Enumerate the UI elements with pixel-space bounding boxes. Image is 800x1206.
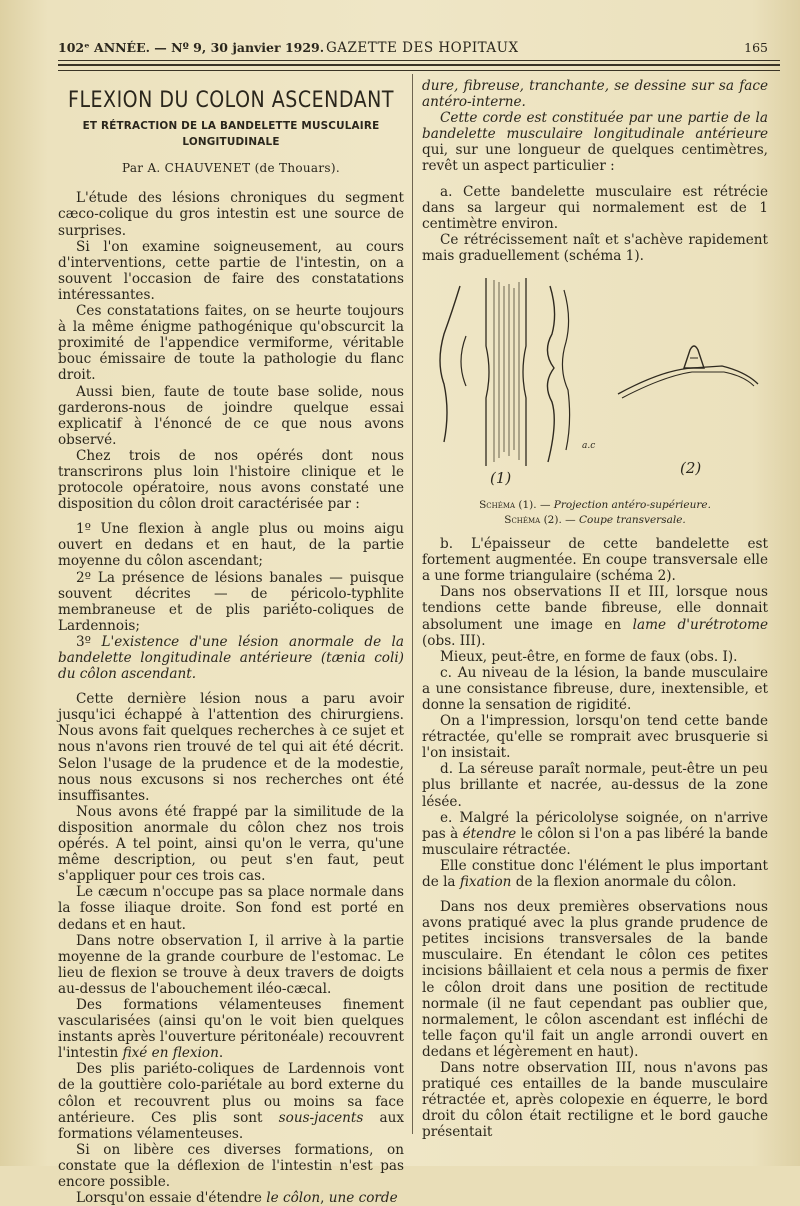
last-sep: , [320,1190,329,1206]
list-point-1: 1º Une flexion à angle plus ou moins aigu ouvert en dedans et en haut, de la partie moyenne du côlon ascendant; [58,521,404,570]
caption-1-label: Schéma [479,499,516,512]
point-a: a. Cette bandelette musculaire est rétrécie dans sa largeur qui normalement est de 1 centimètre environ. [422,183,768,232]
caption-2-num: (2). — [540,514,579,527]
paragraph [422,110,768,174]
cord-italic: Cette corde est constituée par une partie de la bandelette musculaire longitudinale antérieure [422,110,768,143]
fig-small-mark: a.c [582,441,596,452]
point-b: b. L'épaisseur de cette bandelette est fortement augmentée. En coupe transversale elle a une forme triangulaire (schéma 2). [422,536,768,585]
caption-1-num: (1). — [515,499,554,512]
continuation [422,78,768,110]
band-left-edge [486,278,489,466]
article-subtitle: ET RÉTRACTION DE LA BANDELETTE MUSCULAIRE LONGITUDINALE [82,120,380,149]
paragraph: Dans nos deux premières observations nous avons pratiqué avec la plus grande prudence de petites incisions transversales de la bande musculaire. En étendant le côlon ces petites incisions bâillaient et cela nous a permis de fixer le côlon droit dans une position de rectitude normale (il ne faut cependant pas oublier que, normalement, le côlon ascendant est infléchi de telle façon qu'il fait un angle arrondi ouvert en dedans et légèrement en haut). [422,899,768,1060]
obs-end: (obs. III). [422,632,486,649]
last-italic-a: le côlon [266,1190,321,1206]
schema-figure [422,272,768,494]
issue-line: 102ᵉ ANNÉE. — Nº 9, 30 janvier 1929. [58,40,325,55]
list-point-3-prefix: 3º [76,633,102,650]
paragraph: Ce rétrécissement naît et s'achève rapidement mais graduellement (schéma 1). [422,231,768,264]
figure-label-2: (2) [680,459,702,478]
plis-text: Des plis pariéto-coliques de Lardennois vont de la gouttière colo-pariétale au bord externe du côlon et recouvrent plus ou moins sa face antérieure. Ces plis sont [58,1061,404,1126]
paragraph: Cette dernière lésion nous a paru avoir jusqu'ici échappé à l'attention des chirurgiens. Nous avons fait quelques recherches à ce sujet et nous n'avons rien trouvé de tel qui ait été décrit. Selon l'usage de la prudence et de la modestie, nous nous excusons si nos recherches ont été insuffisantes. [58,691,404,804]
band-right-edge [523,278,526,466]
veils-italic: fixé en flexion [122,1045,219,1062]
paragraph: Nous avons été frappé par la similitude de la disposition anormale du côlon chez nos trois opérés. A tel point, ainsi qu'on le verra, qu'une même description, ou peut s'en faut, peut s'appliquer pour ces trois cas. [58,803,404,885]
paragraph: Mieux, peut-être, en forme de faux (obs. I). [440,648,738,665]
last-text: Lorsqu'on essaie d'étendre [76,1190,267,1206]
plis-end: aux formations vélamenteuses. [58,1109,404,1142]
article-author: Par A. CHAUVENET (de Thouars). [122,161,340,176]
caption-1-text: Projection antéro-supérieure. [553,499,711,512]
colon-left-outline [440,286,460,442]
paragraph [422,858,768,890]
paragraph: Le cæcum n'occupe pas sa place normale dans la fosse iliaque droite. Son fond est porté en dedans et en haut. [58,884,404,933]
figure-label-1: (1) [490,469,512,488]
cut-triangle [684,346,704,368]
caption-1 [422,498,768,513]
continuation-italic: dure, fibreuse, tranchante, se dessine sur sa face antéro-interne. [422,78,768,111]
left-column [58,78,404,1206]
paragraph: Aussi bien, faute de toute base solide, nous garderons-nous de joindre quelque essai explicatif à l'énoncé de ce que nous avons observé. [58,383,404,448]
e-italic: étendre [462,825,517,842]
paragraph: Ces constatations faites, on se heurte toujours à la même énigme pathogénique qu'obscurcit la proximité de l'appendice vermiforme, véritable bouc émissaire de toute la pathologie du flanc droit. [58,303,404,384]
point-e [422,810,768,858]
paragraph: Si l'on examine soigneusement, au cours d'interventions, cette partie de l'intestin, on a souvent l'occasion de faire des constatations intéressantes. [58,238,404,303]
caption-2 [422,513,768,528]
header-rule-thick [58,64,780,66]
paragraph: Si on libère ces diverses formations, on constate que la déflexion de l'intestin n'est pas encore possible. [58,1141,404,1190]
figure-caption [422,498,768,528]
list-point-3 [58,634,404,682]
elle-text: Elle constitue donc l'élément le plus important de la [422,857,768,890]
caption-2-text: Coupe transversale. [578,514,686,527]
obs-text: Dans nos observations II et III, lorsque nous tendions cette bande fibreuse, elle donnait absolument une image en [422,584,768,633]
colon-right-inner [562,290,569,450]
article-title: FLEXION DU COLON ASCENDANT [68,87,394,113]
obs-italic: lame d'urétrotome [632,616,769,633]
veils-end: . [218,1045,224,1062]
header-rule [58,60,780,61]
running-head [58,38,772,58]
schema-drawing [422,272,768,494]
paragraph: Chez trois de nos opérés dont nous transcrirons plus loin l'histoire clinique et le protocole opératoire, nous avons constaté une disposition du côlon droit caractérisée par : [58,447,404,513]
list-point-3-text: L'existence d'une lésion anormale de la bandelette longitudinale antérieure (tænia coli) du côlon ascendant. [58,633,404,683]
point-c: c. Au niveau de la lésion, la bande musculaire a une consistance fibreuse, dure, inextensible, et donne la sensation de rigidité. [422,664,768,713]
colon-right-outline [547,286,554,462]
column-divider [412,74,413,1134]
paragraph [422,584,768,648]
paragraph [58,1061,404,1141]
journal-title: GAZETTE DES HOPITAUX [326,40,519,56]
paragraph: Dans notre observation I, il arrive à la partie moyenne de la grande courbure de l'estomac. Le lieu de flexion se trouve à deux travers de doigts au-dessus de l'abouchement iléo-cæcal. [58,932,404,997]
e-end: le côlon si l'on a pas libéré la bande musculaire rétractée. [422,825,768,858]
page-number: 165 [744,40,768,55]
right-column [422,78,768,1141]
paragraph [58,1190,404,1206]
e-text: e. Malgré la péricololyse soignée, on n'arrive pas à [422,809,768,842]
colon-left-inner [461,336,466,386]
plis-italic: sous-jacents [278,1109,364,1126]
cut-lower-line [622,372,754,398]
caption-2-label: Schéma [504,514,541,527]
paragraph: Dans notre observation III, nous n'avons pas pratiqué ces entailles de la bande musculaire rétractée et, après colopexie en équerre, le bord droit du côlon était rectiligne et le bord gauche présentait [422,1060,768,1141]
point-d: d. La séreuse paraît normale, peut-être un peu plus brillante et nacrée, au-dessus de la zone lésée. [422,761,768,810]
paragraph: On a l'impression, lorsqu'on tend cette bande rétractée, qu'elle se romprait avec brusquerie si l'on insistait. [422,713,768,762]
last-italic-b: une corde [328,1190,398,1206]
elle-italic: fixation [459,874,512,890]
paragraph [58,997,404,1061]
header-rule-lower [58,70,780,71]
paragraph: L'étude des lésions chroniques du segment cæco-colique du gros intestin est une source de surprises. [58,190,404,239]
band-hatching [494,280,519,462]
list-point-2: 2º La présence de lésions banales — puisque souvent décrites — de péricolo-typhlite membraneuse et de plis pariéto-coliques de Lardennois; [58,569,404,634]
cord-text: qui, sur une longueur de quelques centimètres, revêt un aspect particulier : [422,142,768,175]
veils-text: Des formations vélamenteuses finement vascularisées (ainsi qu'on le voit bien quelques instants après l'ouverture péritonéale) recouvrent l'intestin [58,996,404,1062]
elle-end: de la flexion anormale du côlon. [511,874,737,890]
